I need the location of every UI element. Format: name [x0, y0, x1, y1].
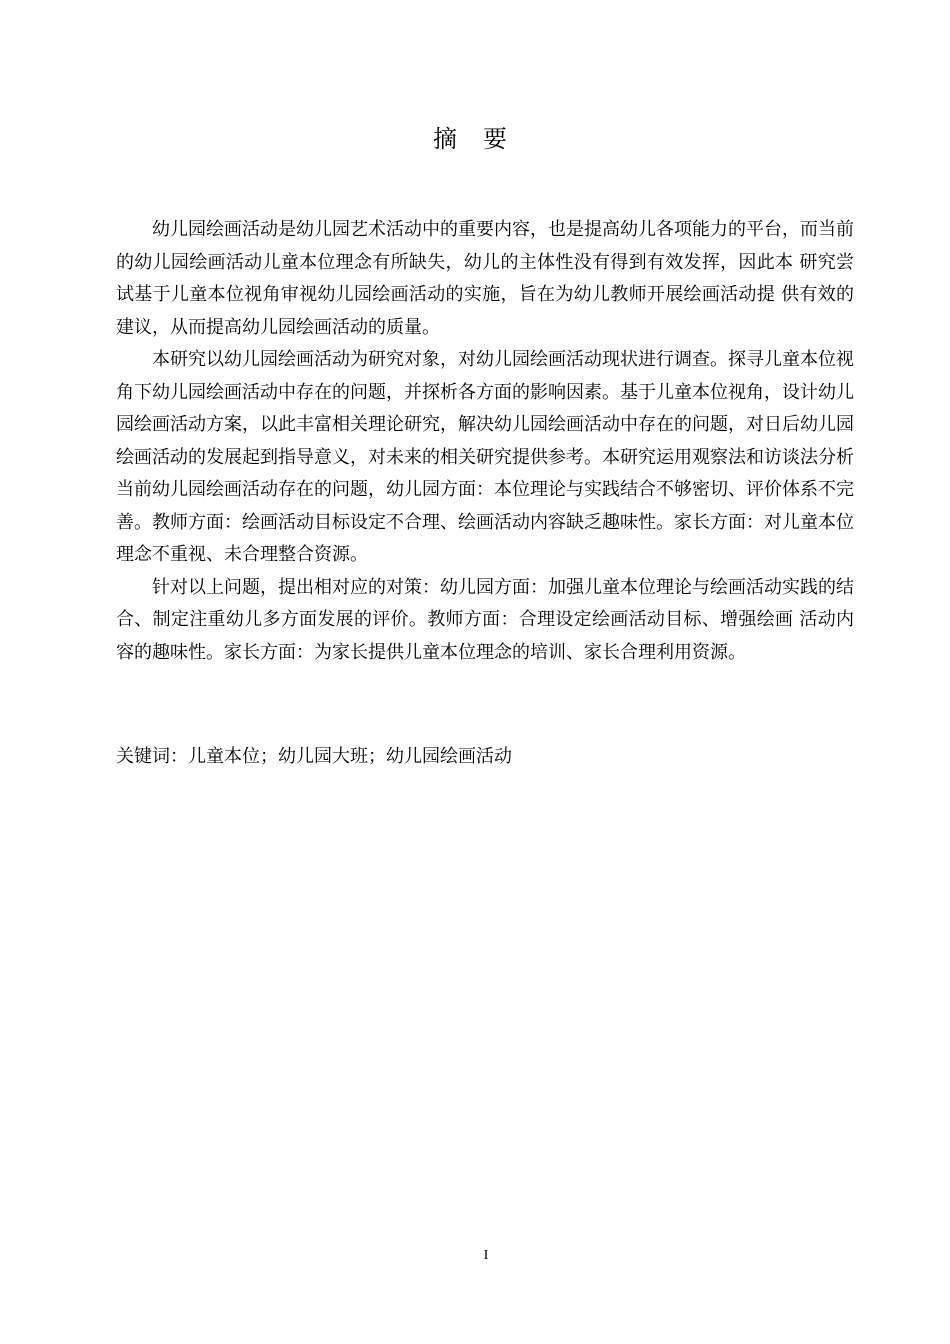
abstract-body — [116, 214, 854, 669]
abstract-title: 摘要 — [433, 125, 533, 153]
keywords-line — [116, 742, 854, 772]
abstract-paragraph-3: 针对以上问题，提出相对应的对策：幼儿园方面：加强儿童本位理论与绘画活动实践的结合、制定注重幼儿多方面发展的评价。教师方面：合理设定绘画活动目标、增强绘画 活动内容的趣味性。家长方面：为家长提供儿童本位理念的培训、家长合理利用资源。 — [116, 576, 854, 663]
abstract-paragraph-1: 幼儿园绘画活动是幼儿园艺术活动中的重要内容，也是提高幼儿各项能力的平台，而当前的幼儿园绘画活动儿童本位理念有所缺失，幼儿的主体性没有得到有效发挥，因此本 研究尝试基于儿童本位视角审视幼儿园绘画活动的实施，旨在为幼儿教师开展绘画活动提 供有效的建议，从而提高幼儿园绘画活动的质量。 — [116, 219, 854, 338]
page-number: I — [483, 1248, 489, 1263]
keywords-label: 关键词： — [116, 746, 188, 767]
keywords-value: 儿童本位；幼儿园大班；幼儿园绘画活动 — [188, 746, 512, 767]
abstract-paragraph-2: 本研究以幼儿园绘画活动为研究对象，对幼儿园绘画活动现状进行调查。探寻儿童本位视角下幼儿园绘画活动中存在的问题，并探析各方面的影响因素。基于儿童本位视角，设计幼儿园绘画活动方案，以此丰富相关理论研究，解决幼儿园绘画活动中存在的问题，对日后幼儿园绘画活动的发展起到指导意义，对未来的相关研究提供参考。本研究运用观察法和访谈法分析当前幼儿园绘画活动存在的问题，幼儿园方面：本位理论与实践结合不够密切、评价体系不完善。教师方面：绘画活动目标设定不合理、绘画活动内容缺乏趣味性。家长方面：对儿童本位理念不重视、未合理整合资源。 — [116, 349, 854, 565]
